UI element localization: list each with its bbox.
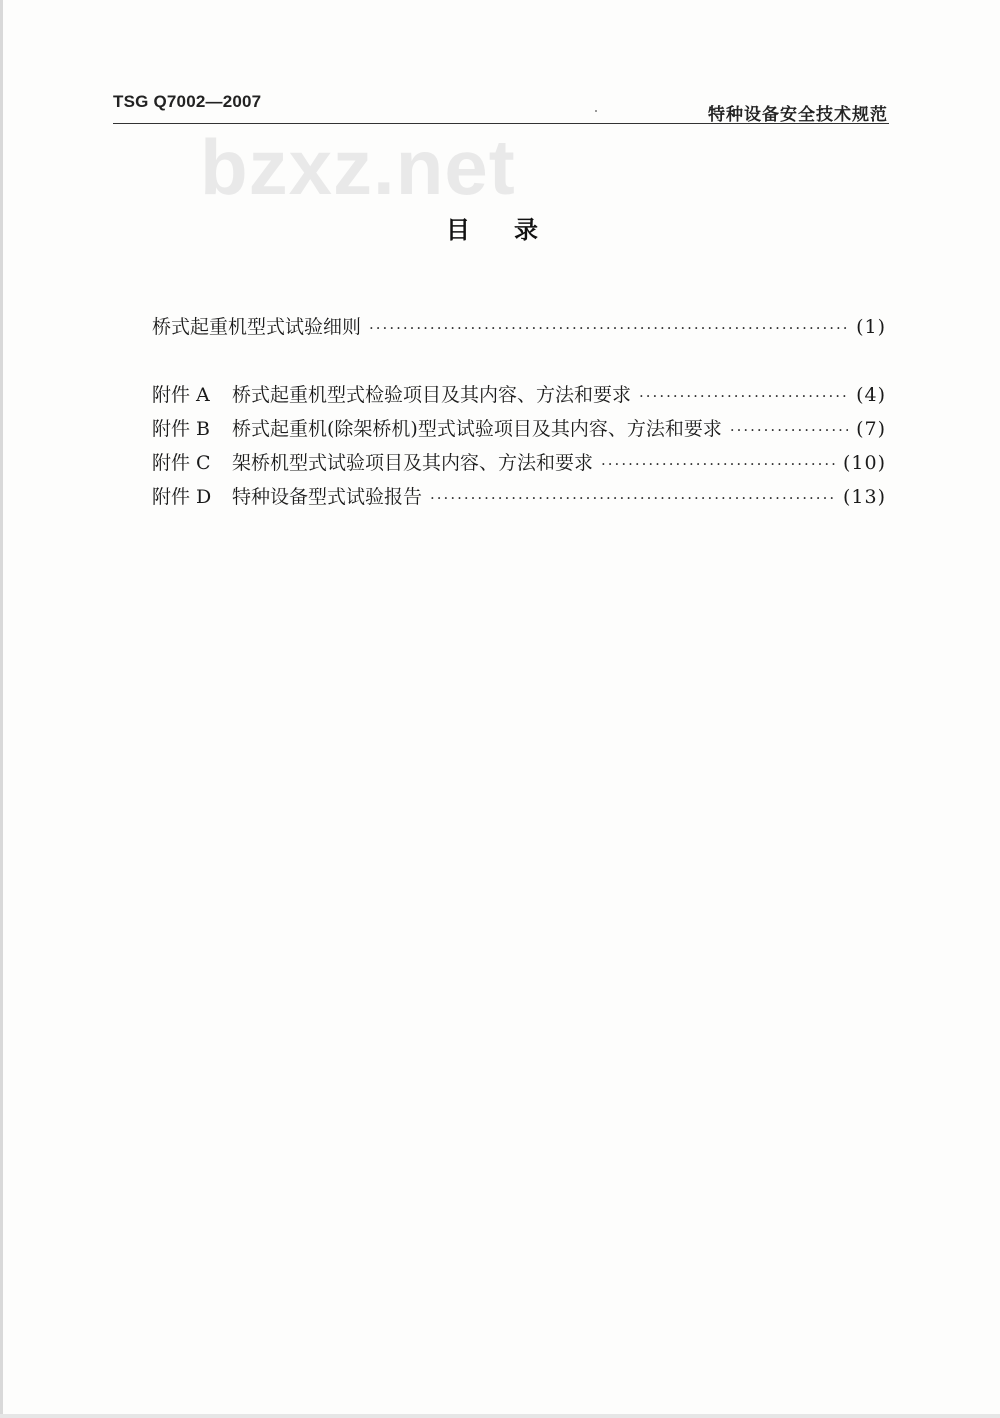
toc-entry-text: 架桥机型式试验项目及其内容、方法和要求 xyxy=(232,452,594,474)
toc-dot-leader xyxy=(601,455,835,473)
toc-entry-page: (13) xyxy=(842,486,886,508)
toc-entry-prefix: 附件 D xyxy=(152,486,212,508)
toc-entry-text: 特种设备型式试验报告 xyxy=(232,486,423,508)
toc-entry-text: 桥式起重机型式试验细则 xyxy=(152,316,362,338)
toc-entry-page: (4) xyxy=(856,384,886,406)
table-of-contents xyxy=(152,312,886,516)
toc-entry-page: (1) xyxy=(856,316,886,338)
toc-dot-leader xyxy=(730,421,848,439)
page-edge-left xyxy=(0,0,3,1418)
watermark: bzxz.net xyxy=(200,123,516,211)
toc-entry-appendix-c[interactable] xyxy=(152,448,886,482)
toc-entry-prefix: 附件 A xyxy=(152,384,210,406)
toc-title: 目录 xyxy=(446,216,582,244)
toc-entry-text: 桥式起重机型式检验项目及其内容、方法和要求 xyxy=(232,384,632,406)
toc-entry-appendix-a[interactable] xyxy=(152,380,886,414)
toc-entry-page: (10) xyxy=(842,452,886,474)
toc-dot-leader xyxy=(639,387,848,405)
toc-entry-prefix: 附件 B xyxy=(152,418,211,440)
toc-entry-prefix: 附件 C xyxy=(152,452,211,474)
toc-dot-leader xyxy=(369,319,848,337)
toc-entry-appendix-b[interactable] xyxy=(152,414,886,448)
toc-entry-page: (7) xyxy=(856,418,886,440)
scan-speck xyxy=(595,110,597,112)
page-edge-bottom xyxy=(0,1414,1000,1418)
header-title: 特种设备安全技术规范 xyxy=(708,105,888,125)
toc-entry-appendix-d[interactable] xyxy=(152,482,886,516)
toc-dot-leader xyxy=(430,489,835,507)
toc-entry-main[interactable] xyxy=(152,312,886,346)
toc-entry-text: 桥式起重机(除架桥机)型式试验项目及其内容、方法和要求 xyxy=(232,418,722,440)
standard-code: TSG Q7002—2007 xyxy=(113,92,262,111)
